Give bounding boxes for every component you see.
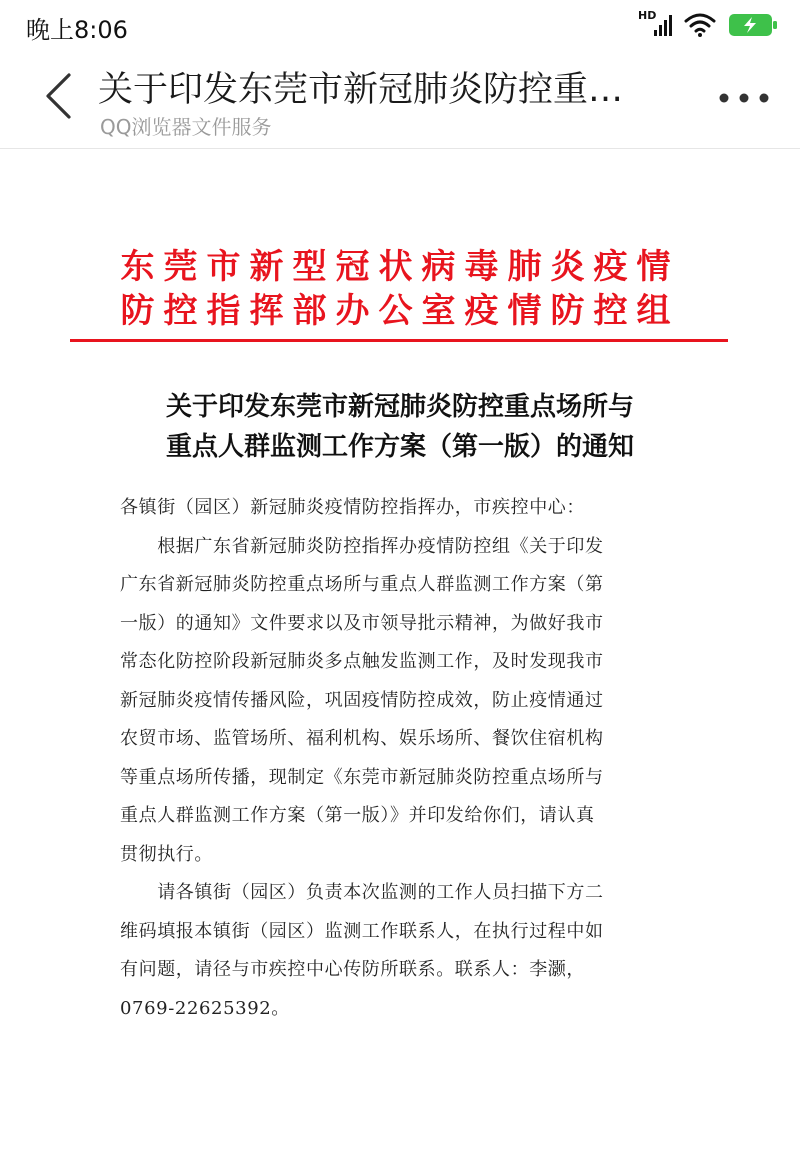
more-dots-icon: [718, 92, 770, 104]
body-line: 农贸市场、监管场所、福利机构、娱乐场所、餐饮住宿机构: [120, 728, 604, 749]
body-line: 各镇街（园区）新冠肺炎疫情防控指挥办，市疾控中心：: [120, 497, 585, 518]
more-button[interactable]: [714, 80, 774, 116]
back-button[interactable]: [30, 66, 86, 126]
body-line: 一版）的通知》文件要求以及市领导批示精神，为做好我市: [120, 612, 604, 634]
body-line: 贯彻执行。: [120, 843, 213, 865]
body-line: 请各镇街（园区）负责本次监测的工作人员扫描下方二: [120, 882, 604, 903]
status-icons: [638, 10, 778, 40]
document-title-line: 重点人群监测工作方案（第一版）的通知: [165, 432, 634, 462]
app-header: [0, 52, 800, 149]
status-bar: [0, 0, 800, 52]
status-time: 晚上8:06: [26, 16, 128, 44]
body-line: 根据广东省新冠肺炎防控指挥办疫情防控组《关于印发: [120, 535, 604, 557]
body-line: 等重点场所传播，现制定《东莞市新冠肺炎防控重点场所与: [120, 766, 604, 788]
org-header-line: 防控指挥部办公室疫情防控组: [120, 291, 680, 331]
chevron-left-icon: [43, 72, 73, 120]
wifi-icon: [684, 12, 716, 38]
body-line: 0769-22625392。: [120, 997, 290, 1019]
battery-charging-icon: [728, 12, 778, 38]
body-line: 维码填报本镇街（园区）监测工作联系人，在执行过程中如: [120, 920, 604, 942]
document-title: [0, 387, 800, 467]
document-title-line: 关于印发东莞市新冠肺炎防控重点场所与: [165, 392, 634, 422]
org-header-line: 东莞市新型冠状病毒肺炎疫情: [120, 247, 680, 287]
body-line: 广东省新冠肺炎防控重点场所与重点人群监测工作方案（第: [120, 574, 604, 595]
document-body: [120, 489, 696, 1028]
body-line: 常态化防控阶段新冠肺炎多点触发监测工作，及时发现我市: [120, 651, 604, 672]
body-line: 有问题，请径与市疾控中心传防所联系。联系人：李灏，: [120, 959, 585, 980]
body-line: 新冠肺炎疫情传播风险，巩固疫情防控成效，防止疫情通过: [120, 689, 604, 711]
page-subtitle: QQ浏览器文件服务: [100, 115, 272, 139]
hd-signal-icon: [638, 11, 672, 39]
network-label: HD: [638, 9, 657, 22]
org-header: [0, 245, 800, 333]
page-title: 关于印发东莞市新冠肺炎防控重…: [98, 70, 624, 110]
body-line: 重点人群监测工作方案（第一版）》并印发给你们，请认真: [120, 805, 595, 826]
red-divider: [70, 339, 728, 342]
document-viewer[interactable]: [0, 149, 800, 1154]
